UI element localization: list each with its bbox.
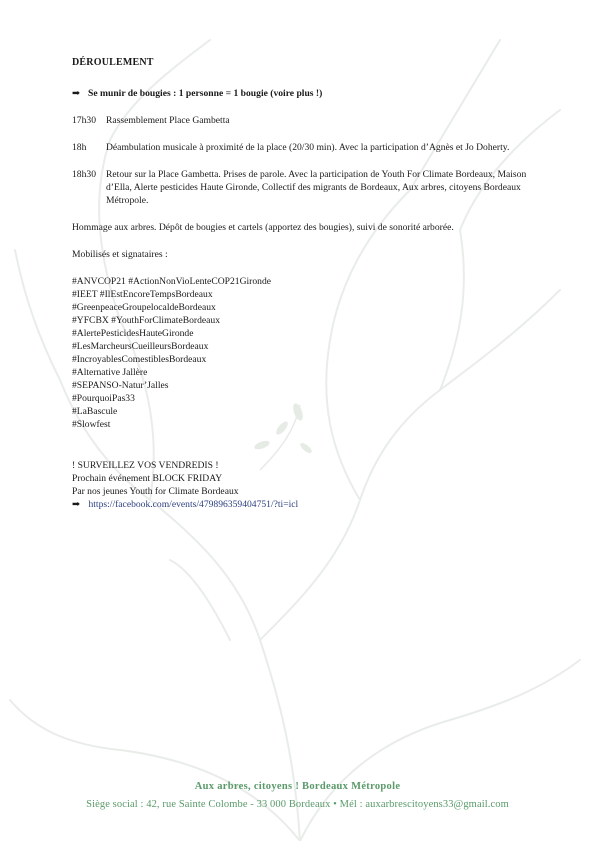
document-body — [72, 56, 532, 511]
schedule-text: Retour sur la Place Gambetta. Prises de parole. Avec la participation de Youth For Climate Bordeaux, Maison d’Ella, Alerte pesticides Haute Gironde, Collectif des migrants de Bordeaux, Aux arbres, citoyens Bordeaux Métropole. — [106, 169, 527, 206]
event-link-row — [72, 498, 532, 511]
schedule-text: Déambulation musicale à proximité de la place (20/30 min). Avec la participation d’Agnès et Jo Doherty. — [106, 142, 510, 153]
announcement-organizer: Par nos jeunes Youth for Climate Bordeaux — [72, 486, 239, 497]
hashtag-line: #IEET #IlEstEncoreTempsBordeaux — [72, 289, 213, 300]
hashtag-line: #ANVCOP21 #ActionNonVioLenteCOP21Gironde — [72, 276, 272, 287]
hashtag-line: #LesMarcheursCueilleursBordeaux — [72, 341, 209, 352]
block-friday-announcement — [72, 459, 532, 511]
schedule-time: 17h30 — [72, 115, 96, 126]
hashtag-line: #YFCBX #YouthForClimateBordeaux — [72, 315, 221, 326]
schedule-item — [72, 141, 532, 154]
candle-instruction-text: Se munir de bougies : 1 personne = 1 bougie (voire plus !) — [88, 88, 323, 99]
schedule-time: 18h — [72, 142, 87, 153]
schedule-text: Rassemblement Place Gambetta — [106, 115, 230, 126]
hashtag-line: #IncroyablesComestiblesBordeaux — [72, 354, 207, 365]
footer-address: Siège social : 42, rue Sainte Colombe - 33 000 Bordeaux • Mél : auxarbrescitoyens33@gmail.com — [86, 799, 509, 810]
arrow-right-icon: ➡ — [72, 499, 81, 510]
announcement-headline: ! SURVEILLEZ VOS VENDREDIS ! — [72, 460, 219, 471]
hashtag-line: #SEPANSO-Natur’Jalles — [72, 380, 169, 391]
section-heading: DÉROULEMENT — [72, 57, 154, 68]
hashtag-list — [72, 275, 532, 431]
hashtag-line: #AlertePesticidesHauteGironde — [72, 328, 194, 339]
hommage-paragraph: Hommage aux arbres. Dépôt de bougies et cartels (apportez des bougies), suivi de sonorité arborée. — [72, 222, 454, 233]
signatories-label: Mobilisés et signataires : — [72, 249, 168, 260]
hashtag-line: #PourquoiPas33 — [72, 393, 135, 404]
hashtag-line: #GreenpeaceGroupelocaldeBordeaux — [72, 302, 216, 313]
hashtag-line: #Slowfest — [72, 419, 111, 430]
footer-organization-name: Aux arbres, citoyens ! Bordeaux Métropole — [194, 781, 401, 792]
schedule-item — [72, 168, 532, 207]
hashtag-line: #LaBascule — [72, 406, 118, 417]
schedule-item — [72, 114, 532, 127]
facebook-event-link[interactable]: https://facebook.com/events/479896359404751/?ti=icl — [88, 499, 299, 510]
announcement-event: Prochain événement BLOCK FRIDAY — [72, 473, 223, 484]
candle-instruction — [72, 87, 532, 100]
schedule-time: 18h30 — [72, 169, 96, 180]
hashtag-line: #Alternative Jallère — [72, 367, 148, 378]
arrow-right-icon: ➡ — [72, 88, 81, 99]
